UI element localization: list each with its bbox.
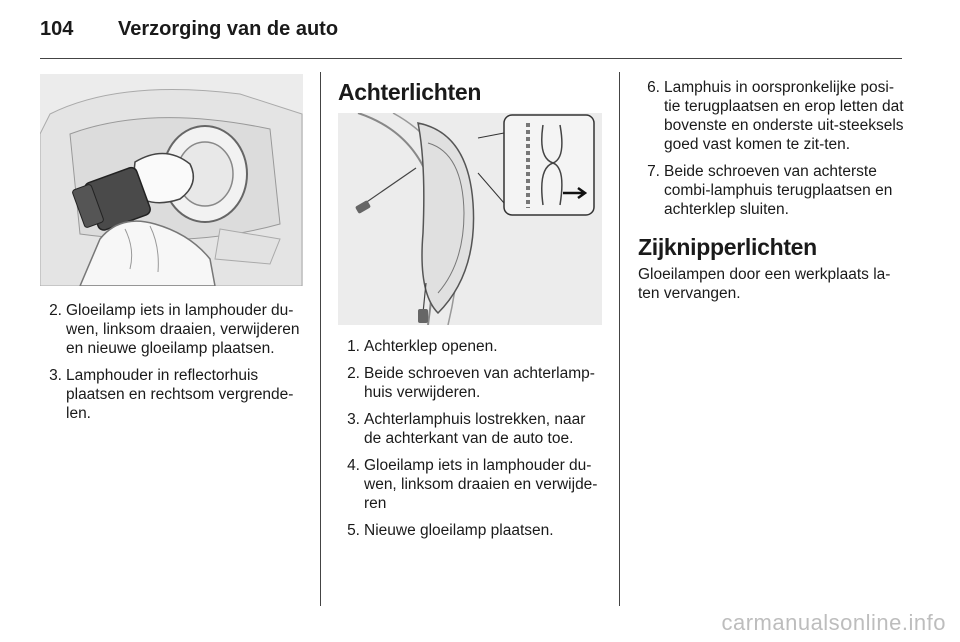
watermark: carmanualsonline.info (721, 610, 946, 635)
step-number: 3. (49, 367, 62, 384)
step-number: 1. (347, 338, 360, 355)
column-2-text (338, 337, 606, 548)
step-item (40, 366, 306, 423)
step-list-3 (638, 78, 904, 219)
section-heading-achterlichten: Achterlichten (338, 79, 482, 105)
tail-light-drawing (338, 113, 602, 325)
step-list-2 (338, 337, 606, 540)
step-text: Beide schroeven van achterlamp-huis verwijderen. (364, 365, 595, 401)
step-number: 2. (49, 302, 62, 319)
step-item (338, 364, 606, 402)
page-number: 104 (40, 18, 74, 40)
step-list-1 (40, 301, 306, 423)
tail-light-illustration (338, 113, 602, 325)
step-number: 4. (347, 457, 360, 474)
step-number: 7. (647, 163, 660, 180)
section-heading-zijknipperlichten: Zijknipperlichten (638, 234, 817, 260)
step-item (338, 456, 606, 513)
step-item (338, 410, 606, 448)
column-divider-1 (320, 72, 321, 606)
step-text: Achterlamphuis lostrekken, naar de achterkant van de auto toe. (364, 411, 586, 447)
step-item (638, 78, 904, 154)
step-item (40, 301, 306, 358)
step-text: Achterklep openen. (364, 338, 498, 355)
step-item (338, 337, 606, 356)
section-body: Gloeilampen door een werkplaats la-ten vervangen. (638, 266, 891, 302)
step-text: Beide schroeven van achterste combi-lamphuis terugplaatsen en achterklep sluiten. (664, 163, 893, 218)
step-item (338, 521, 606, 540)
column-1-text (40, 301, 306, 431)
header-rule (40, 58, 902, 59)
column-2-heading (338, 78, 606, 106)
column-3-text (638, 78, 904, 303)
step-text: Gloeilamp iets in lamphouder du-wen, linksom draaien en verwijde-ren (364, 457, 598, 512)
page-header (40, 18, 338, 41)
step-item (638, 162, 904, 219)
column-divider-2 (619, 72, 620, 606)
step-number: 3. (347, 411, 360, 428)
step-number: 2. (347, 365, 360, 382)
step-text: Gloeilamp iets in lamphouder du-wen, linksom draaien, verwijderen en nieuwe gloeilamp plaatsen. (66, 302, 300, 357)
step-number: 5. (347, 522, 360, 539)
step-text: Lamphouder in reflectorhuis plaatsen en rechtsom vergrende-len. (66, 367, 294, 422)
step-text: Nieuwe gloeilamp plaatsen. (364, 522, 554, 539)
step-number: 6. (647, 79, 660, 96)
bulb-holder-illustration (40, 74, 303, 286)
bulb-holder-drawing (40, 74, 303, 286)
page-title: Verzorging van de auto (118, 18, 339, 40)
step-text: Lamphuis in oorspronkelijke posi-tie terugplaatsen en erop letten dat bovenste en onderste uit-steeksels goed vast komen te zit-ten. (664, 79, 904, 153)
